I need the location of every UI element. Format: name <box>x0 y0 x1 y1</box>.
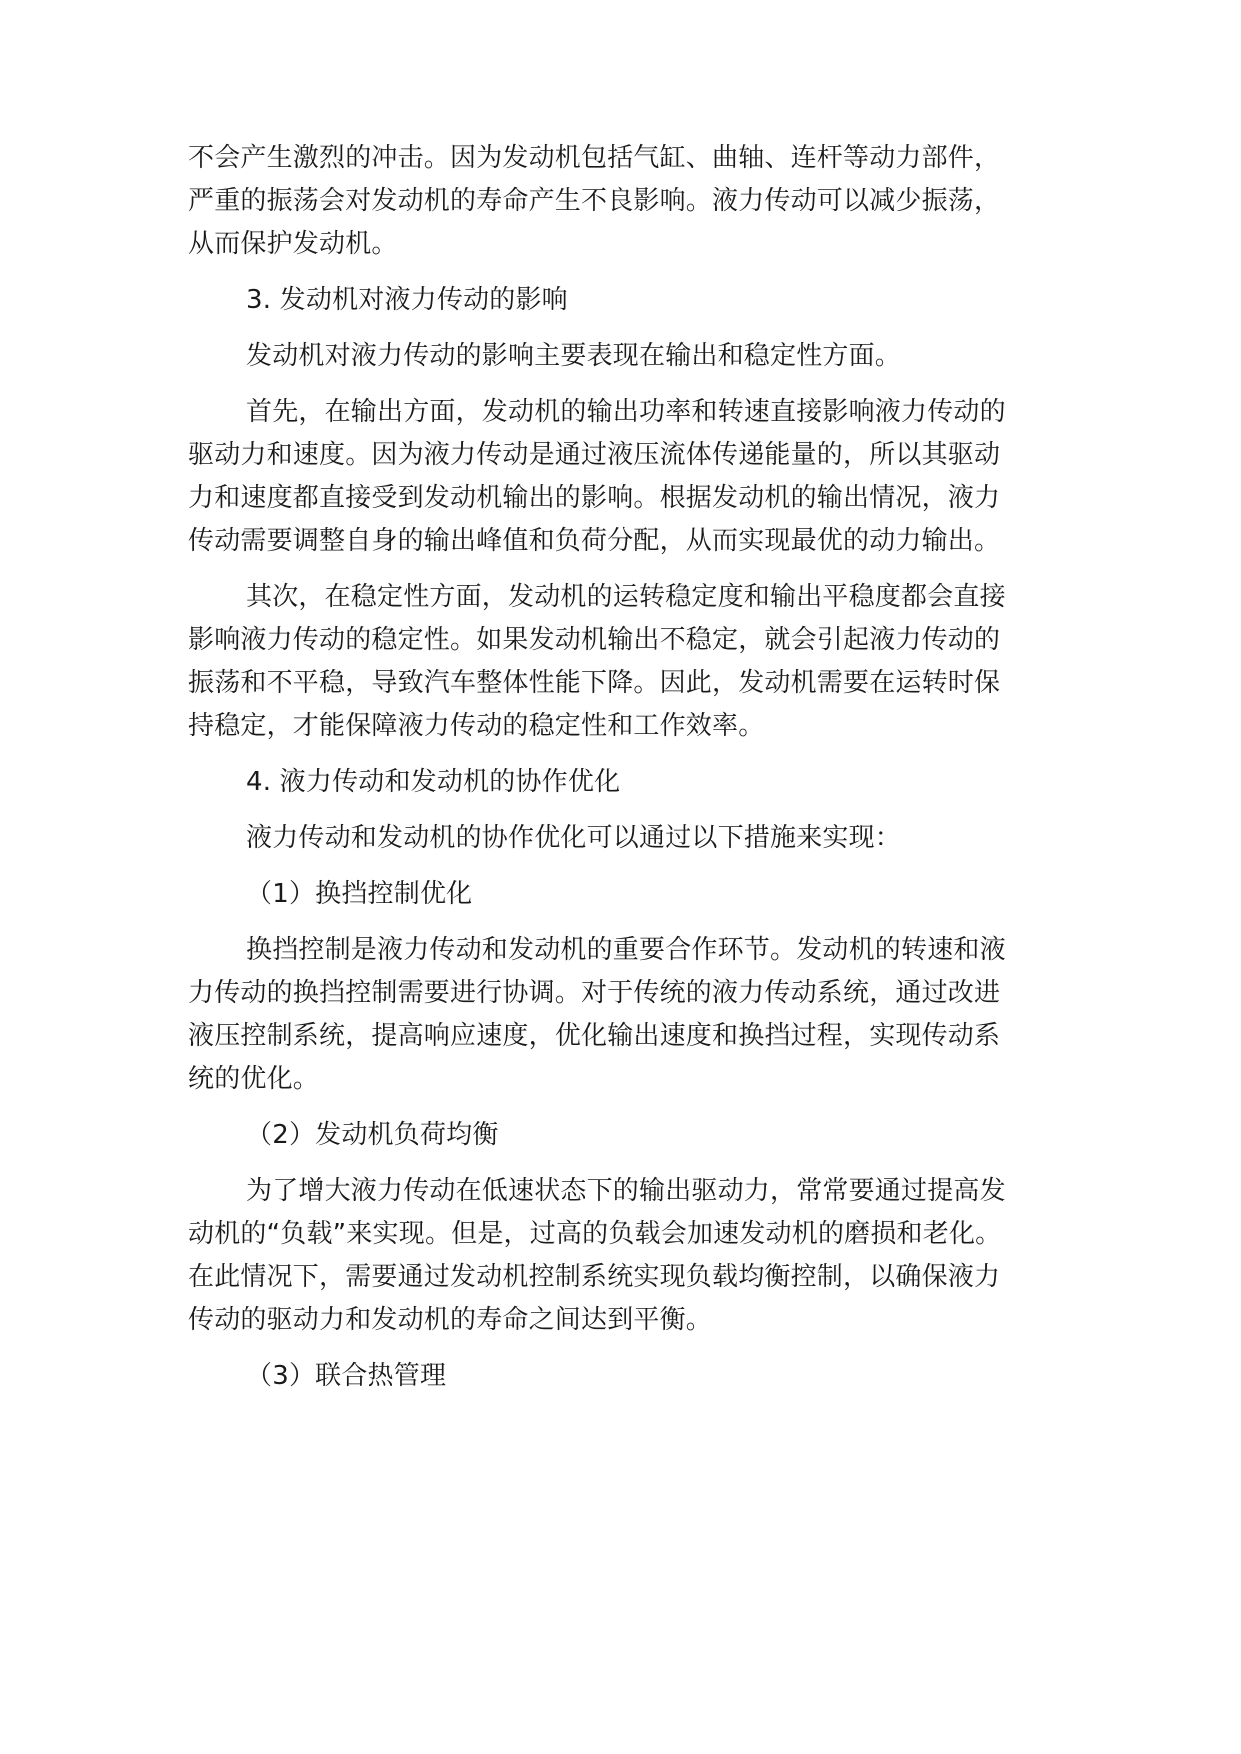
paragraph-line: 其次，在稳定性方面，发动机的运转稳定度和输出平稳度都会直接 <box>246 582 1006 612</box>
paragraph-line: 液压控制系统，提高响应速度，优化输出速度和换挡过程，实现传动系 <box>188 1021 1001 1051</box>
paragraph-line: 振荡和不平稳，导致汽车整体性能下降。因此，发动机需要在运转时保 <box>188 668 1001 698</box>
subsection-heading: （3）联合热管理 <box>246 1361 447 1391</box>
paragraph-line: 液力传动和发动机的协作优化可以通过以下措施来实现： <box>246 823 902 853</box>
paragraph-line: 换挡控制是液力传动和发动机的重要合作环节。发动机的转速和液 <box>246 935 1006 965</box>
paragraph-line: 首先，在输出方面，发动机的输出功率和转速直接影响液力传动的 <box>246 397 1006 427</box>
paragraph-line: 严重的振荡会对发动机的寿命产生不良影响。液力传动可以减少振荡， <box>188 186 1001 216</box>
paragraph-line: 影响液力传动的稳定性。如果发动机输出不稳定，就会引起液力传动的 <box>188 625 1001 655</box>
paragraph-line: 力传动的换挡控制需要进行协调。对于传统的液力传动系统，通过改进 <box>188 978 1001 1008</box>
paragraph-line: 发动机对液力传动的影响主要表现在输出和稳定性方面。 <box>246 341 902 371</box>
paragraph-line: 为了增大液力传动在低速状态下的输出驱动力，常常要通过提高发 <box>246 1176 1006 1206</box>
paragraph-line: 持稳定，才能保障液力传动的稳定性和工作效率。 <box>188 711 765 741</box>
subsection-heading: （2）发动机负荷均衡 <box>246 1120 499 1150</box>
paragraph-line: 在此情况下，需要通过发动机控制系统实现负载均衡控制，以确保液力 <box>188 1262 1001 1292</box>
paragraph-line: 力和速度都直接受到发动机输出的影响。根据发动机的输出情况，液力 <box>188 483 1001 513</box>
section-heading: 3. 发动机对液力传动的影响 <box>246 285 568 315</box>
paragraph-line: 传动需要调整自身的输出峰值和负荷分配，从而实现最优的动力输出。 <box>188 526 1001 556</box>
paragraph-line: 不会产生激烈的冲击。因为发动机包括气缸、曲轴、连杆等动力部件， <box>188 143 1001 173</box>
subsection-heading: （1）换挡控制优化 <box>246 879 473 909</box>
paragraph-line: 统的优化。 <box>188 1064 320 1094</box>
section-heading: 4. 液力传动和发动机的协作优化 <box>246 767 621 797</box>
paragraph-line: 驱动力和速度。因为液力传动是通过液压流体传递能量的，所以其驱动 <box>188 440 1001 470</box>
paragraph-line: 动机的“负载”来实现。但是，过高的负载会加速发动机的磨损和老化。 <box>188 1219 1002 1249</box>
paragraph-line: 从而保护发动机。 <box>188 229 398 259</box>
paragraph-line: 传动的驱动力和发动机的寿命之间达到平衡。 <box>188 1305 713 1335</box>
